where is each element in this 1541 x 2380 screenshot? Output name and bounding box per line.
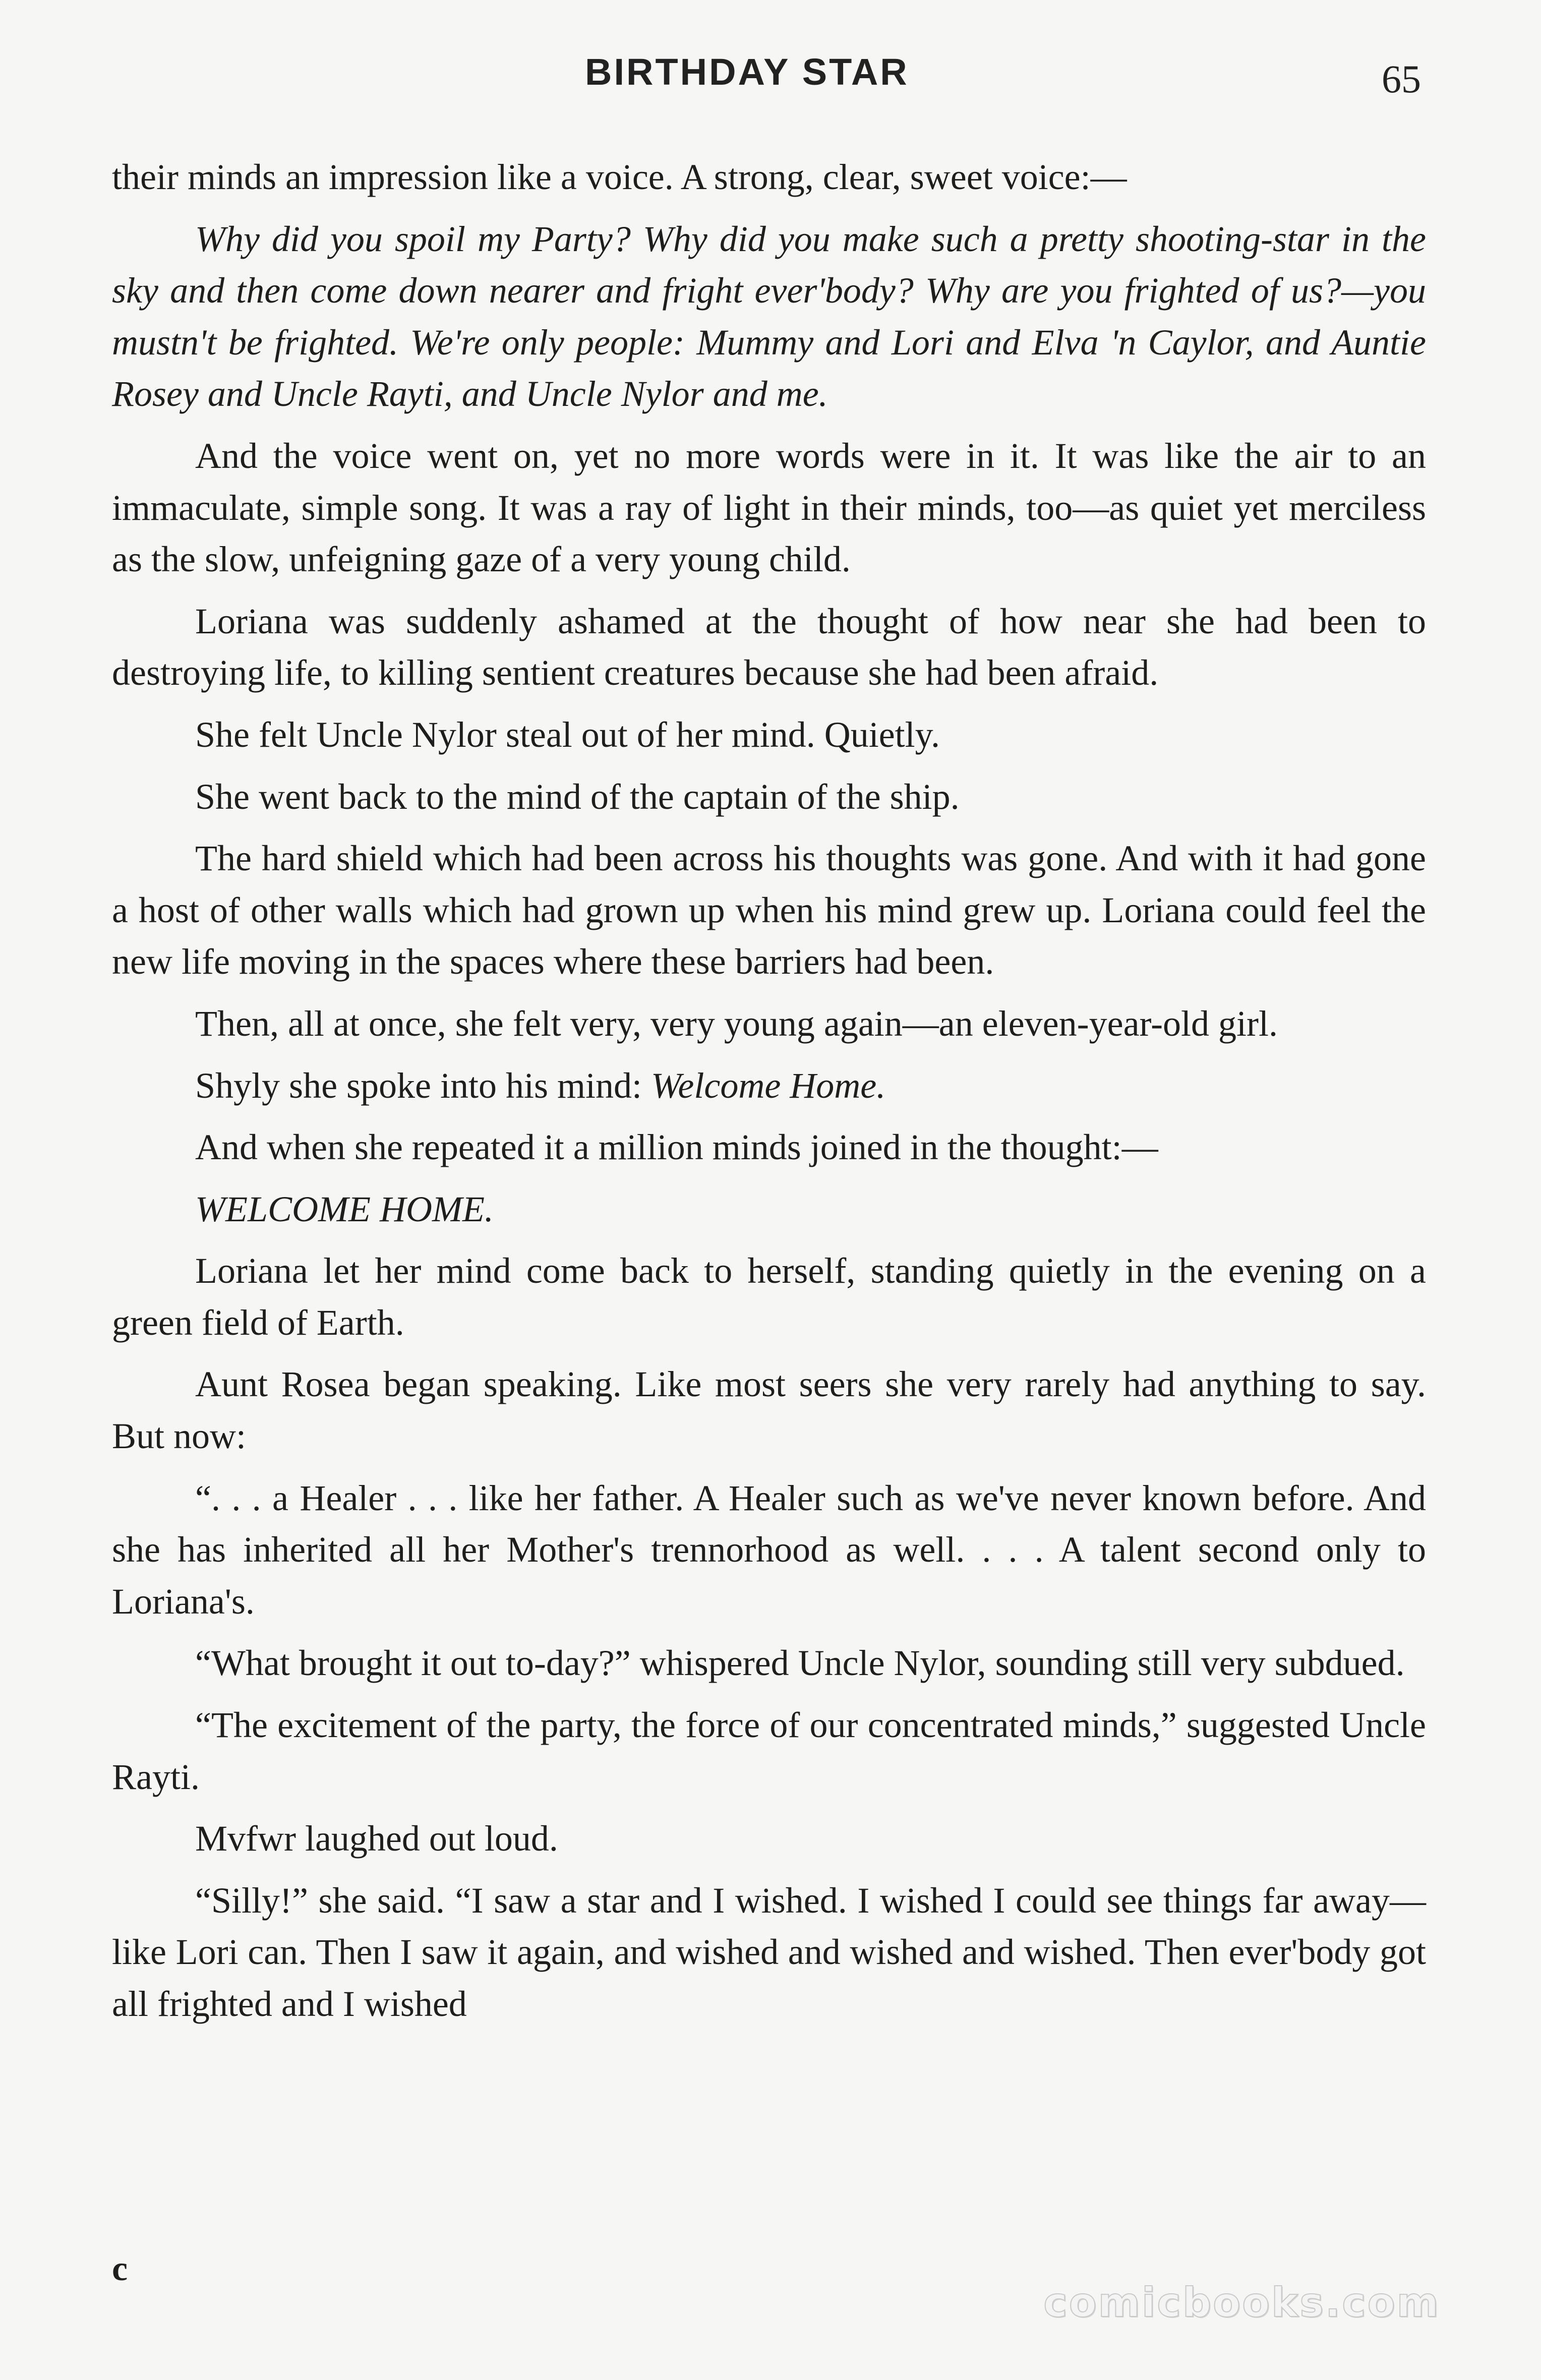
paragraph-8: Then, all at once, she felt very, very young again—an eleven-year-old girl. bbox=[195, 1003, 1278, 1044]
paragraph-2-italic-voice: Why did you spoil my Party? Why did you make such a pretty shooting-star in the sky and then come down nearer and fright ever'body? Why are you frighted of us?—you mustn't be frighted. We're only people: Mummy and Lori and Elva 'n Caylor, and Auntie Rosey and Uncle Rayti, and Uncle Nylor and me. bbox=[112, 218, 1426, 414]
body-text bbox=[112, 151, 1426, 2040]
paragraph-17: Mvfwr laughed out loud. bbox=[195, 1818, 558, 1859]
paragraph-10: And when she repeated it a million minds joined in the thought:— bbox=[195, 1127, 1158, 1168]
welcome-prefix: Shyly she spoke into his mind: bbox=[195, 1065, 651, 1106]
paragraph-12: Loriana let her mind come back to herself, standing quietly in the evening on a green field of Earth. bbox=[112, 1251, 1426, 1343]
paragraph-9 bbox=[112, 1060, 1426, 1112]
signature-mark: c bbox=[112, 2249, 128, 2288]
page-number: 65 bbox=[1382, 57, 1421, 101]
paragraph-7: The hard shield which had been across his thoughts was gone. And with it had gone a host of other walls which had grown up when his mind grew up. Loriana could feel the new life moving in the spaces where these barriers had been. bbox=[112, 838, 1426, 982]
paragraph-1: their minds an impression like a voice. A strong, clear, sweet voice:— bbox=[112, 157, 1127, 197]
paragraph-16: “The excitement of the party, the force of our concentrated minds,” suggested Uncle Rayti. bbox=[112, 1705, 1426, 1797]
watermark: comicbooks.com bbox=[1043, 2279, 1440, 2326]
paragraph-18: “Silly!” she said. “I saw a star and I wished. I wished I could see things far away—like Lori can. Then I saw it again, and wished and wished and wished. Then ever'body got all frighted and I wished bbox=[112, 1880, 1426, 2024]
paragraph-11-welcome-home: WELCOME HOME. bbox=[195, 1188, 494, 1229]
paragraph-15: “What brought it out to-day?” whispered Uncle Nylor, sounding still very subdued. bbox=[195, 1643, 1405, 1684]
running-title: BIRTHDAY STAR bbox=[585, 51, 909, 93]
paragraph-13: Aunt Rosea began speaking. Like most seers she very rarely had anything to say. But now: bbox=[112, 1364, 1426, 1457]
paragraph-14: “. . . a Healer . . . like her father. A Healer such as we've never known before. And she has inherited all her Mother's trennorhood as well. . . . A talent second only to Loriana's. bbox=[112, 1477, 1426, 1622]
paragraph-3: And the voice went on, yet no more words were in it. It was like the air to an immaculate, simple song. It was a ray of light in their minds, too—as quiet yet merciless as the slow, unfeigning gaze of a very young child. bbox=[112, 435, 1426, 580]
paragraph-4: Loriana was suddenly ashamed at the thought of how near she had been to destroying life, to killing sentient creatures because she had been afraid. bbox=[112, 601, 1426, 693]
welcome-italic: Welcome Home. bbox=[651, 1065, 886, 1106]
paragraph-5: She felt Uncle Nylor steal out of her mind. Quietly. bbox=[195, 714, 940, 755]
paragraph-6: She went back to the mind of the captain of the ship. bbox=[195, 776, 960, 817]
